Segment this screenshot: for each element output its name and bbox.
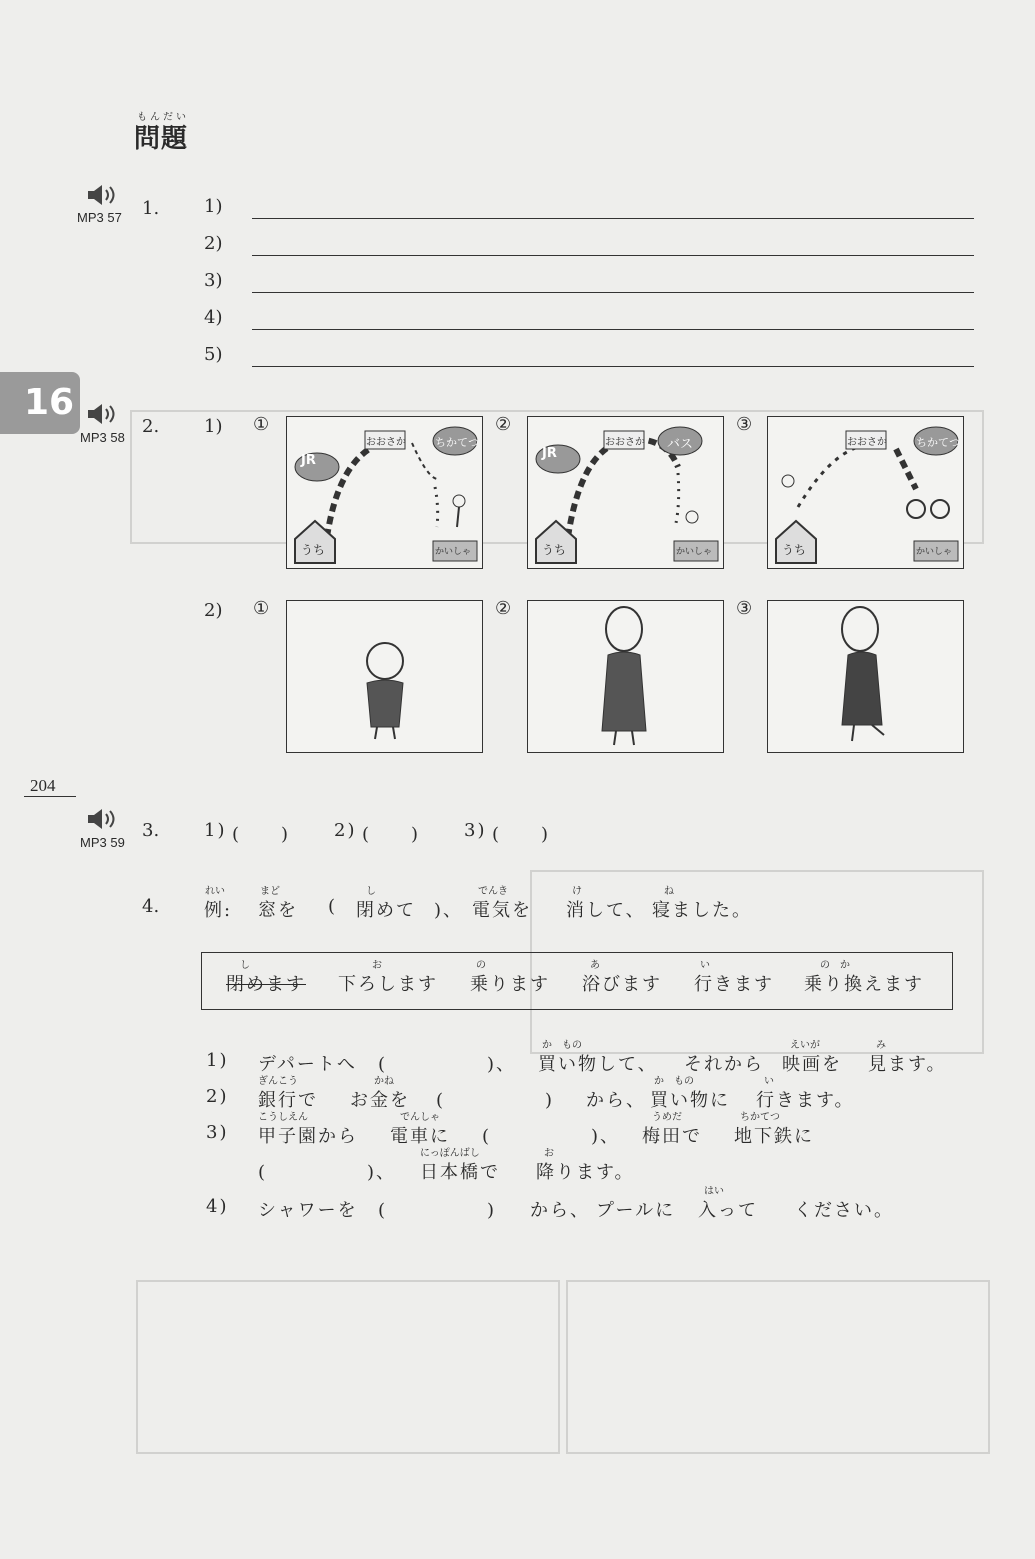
q1-item-label: 1) [204, 196, 223, 217]
ruby: れい [205, 886, 225, 897]
option-marker: ③ [736, 598, 753, 619]
word-bank-item: 行きます [694, 974, 774, 995]
person-picture-2[interactable] [527, 600, 724, 753]
person-picture-1[interactable] [286, 600, 483, 753]
question-number: 4. [142, 896, 160, 917]
option-marker: ③ [736, 414, 753, 435]
label-osaka: おおさか [366, 437, 406, 448]
sentence-text: 降ります。 [536, 1162, 635, 1183]
word-bank-item: 浴びます [582, 974, 662, 995]
sentence-text: プールに [596, 1200, 676, 1221]
answer-blank[interactable]: ( ) [378, 1200, 497, 1221]
ruby: お [372, 960, 382, 971]
answer-line[interactable] [252, 255, 974, 256]
q3-blank[interactable]: ( ) [232, 824, 291, 845]
ruby: にっぽんばし [420, 1148, 480, 1159]
ruby: かね [374, 1076, 394, 1087]
person-picture-3[interactable] [767, 600, 964, 753]
label-jr: JR [301, 453, 316, 468]
divider [24, 796, 76, 797]
chapter-tab: 16 [0, 372, 80, 434]
label-kaisha: かいしゃ [916, 547, 953, 557]
ruby: まど [260, 886, 280, 897]
sentence-number: 1) [206, 1050, 229, 1071]
heading-ruby: もんだい [137, 112, 189, 123]
answer-line[interactable] [252, 329, 974, 330]
sentence-text: 見ます。 [868, 1054, 947, 1075]
route-picture-2[interactable] [527, 416, 724, 569]
ruby: はい [704, 1186, 724, 1197]
ruby: ちかてつ [740, 1112, 780, 1123]
q2-row-label: 2) [204, 600, 223, 621]
word-bank-item: 閉めます [226, 974, 306, 995]
audio-track-label: MP3 59 [80, 835, 125, 850]
q3-item-label: 2) [334, 820, 357, 841]
example-answer: 閉めて [356, 900, 416, 921]
sentence-text: 買い物して、 [538, 1054, 658, 1075]
sentence-text: 地下鉄に [734, 1126, 814, 1147]
sentence-number: 4) [206, 1196, 229, 1217]
label-jr: JR [542, 446, 557, 461]
q1-item-label: 4) [204, 307, 223, 328]
sentence-text: それから [684, 1054, 764, 1075]
sentence-text: 日本橋で [420, 1162, 500, 1183]
ruby: ね [664, 886, 674, 897]
q2-row-label: 1) [204, 416, 223, 437]
audio-track-label: MP3 57 [77, 210, 122, 225]
question-number: 3. [142, 820, 160, 841]
example-label: 例: [204, 900, 233, 921]
sentence-text: から、 [530, 1200, 590, 1221]
label-chikatetsu: ちかてつ [435, 436, 479, 449]
bleed-through-frame [566, 1280, 990, 1454]
ruby: えいが [790, 1040, 820, 1051]
page-title: 問題 [134, 124, 189, 154]
sentence-text: から、 [586, 1090, 646, 1111]
ruby: こうしえん [258, 1112, 308, 1123]
speaker-icon[interactable] [86, 808, 120, 830]
bleed-through-frame [136, 1280, 560, 1454]
ruby: の か [820, 960, 850, 971]
label-uchi: うち [301, 543, 326, 557]
speaker-icon[interactable] [86, 184, 120, 206]
answer-blank[interactable]: ( ) [436, 1090, 555, 1111]
label-bus: バス [667, 437, 694, 452]
label-uchi: うち [542, 543, 567, 557]
sentence-text: 映画を [782, 1054, 842, 1075]
ruby: あ [590, 960, 600, 971]
answer-line[interactable] [252, 366, 974, 367]
route-picture-3[interactable] [767, 416, 964, 569]
ruby: うめだ [652, 1112, 682, 1123]
answer-blank[interactable]: ( )、 [482, 1126, 621, 1147]
route-picture-1[interactable] [286, 416, 483, 569]
speaker-icon[interactable] [86, 403, 120, 425]
sentence-text: 行きます。 [756, 1090, 855, 1111]
ruby: い [764, 1076, 774, 1087]
q3-item-label: 1) [204, 820, 227, 841]
word-bank-item: 乗り換えます [804, 974, 924, 995]
sentence-text: シャワーを [258, 1200, 358, 1221]
ruby: ぎんこう [258, 1076, 298, 1087]
q1-item-label: 3) [204, 270, 223, 291]
sentence-number: 2) [206, 1086, 229, 1107]
sentence-text: デパートへ [258, 1054, 357, 1075]
ruby: い [700, 960, 710, 971]
q3-blank[interactable]: ( ) [362, 824, 421, 845]
label-chikatetsu: ちかてつ [916, 436, 960, 449]
ruby: し [366, 886, 376, 897]
sentence-number: 3) [206, 1122, 229, 1143]
q1-item-label: 2) [204, 233, 223, 254]
option-marker: ② [495, 414, 512, 435]
word-bank-item: 乗ります [470, 974, 550, 995]
label-uchi: うち [782, 543, 807, 557]
word-bank-item: 下ろします [338, 974, 438, 995]
ruby: み [876, 1040, 886, 1051]
sentence-text: 買い物に [650, 1090, 730, 1111]
ruby: か もの [542, 1040, 582, 1051]
audio-track-label: MP3 58 [80, 430, 125, 445]
answer-blank[interactable]: ( )、 [378, 1054, 517, 1075]
answer-blank[interactable]: ( )、 [258, 1162, 397, 1183]
option-marker: ① [253, 414, 270, 435]
example-word: 電気を [472, 900, 532, 921]
q1-item-label: 5) [204, 344, 223, 365]
q3-item-label: 3) [464, 820, 487, 841]
answer-line[interactable] [252, 218, 974, 219]
example-word: 消して、 [566, 900, 646, 921]
ruby: でんしゃ [400, 1112, 440, 1123]
ruby: の [476, 960, 486, 971]
sentence-text: 梅田で [642, 1126, 702, 1147]
sentence-text: 入って [698, 1200, 758, 1221]
question-number: 1. [142, 198, 160, 219]
example-paren: )、 [434, 900, 464, 921]
q3-blank[interactable]: ( ) [492, 824, 551, 845]
page-number: 204 [30, 776, 56, 795]
sentence-text: 甲子園から [258, 1126, 358, 1147]
sentence-text: ください。 [794, 1200, 894, 1221]
ruby: お [544, 1148, 554, 1159]
ruby: でんき [478, 886, 508, 897]
sentence-text: お金を [350, 1090, 410, 1111]
label-osaka: おおさか [605, 437, 645, 448]
ruby: か もの [654, 1076, 694, 1087]
option-marker: ① [253, 598, 270, 619]
sentence-text: 銀行で [258, 1090, 318, 1111]
ruby: し [240, 960, 250, 971]
example-word: 窓を [258, 900, 298, 921]
sentence-text: 電車に [390, 1126, 450, 1147]
option-marker: ② [495, 598, 512, 619]
ruby: け [572, 886, 582, 897]
answer-line[interactable] [252, 292, 974, 293]
example-paren: ( [328, 896, 338, 917]
label-osaka: おおさか [847, 437, 887, 448]
example-word: 寝ました。 [652, 900, 752, 921]
question-number: 2. [142, 416, 160, 437]
label-kaisha: かいしゃ [676, 547, 713, 557]
label-kaisha: かいしゃ [435, 547, 472, 557]
